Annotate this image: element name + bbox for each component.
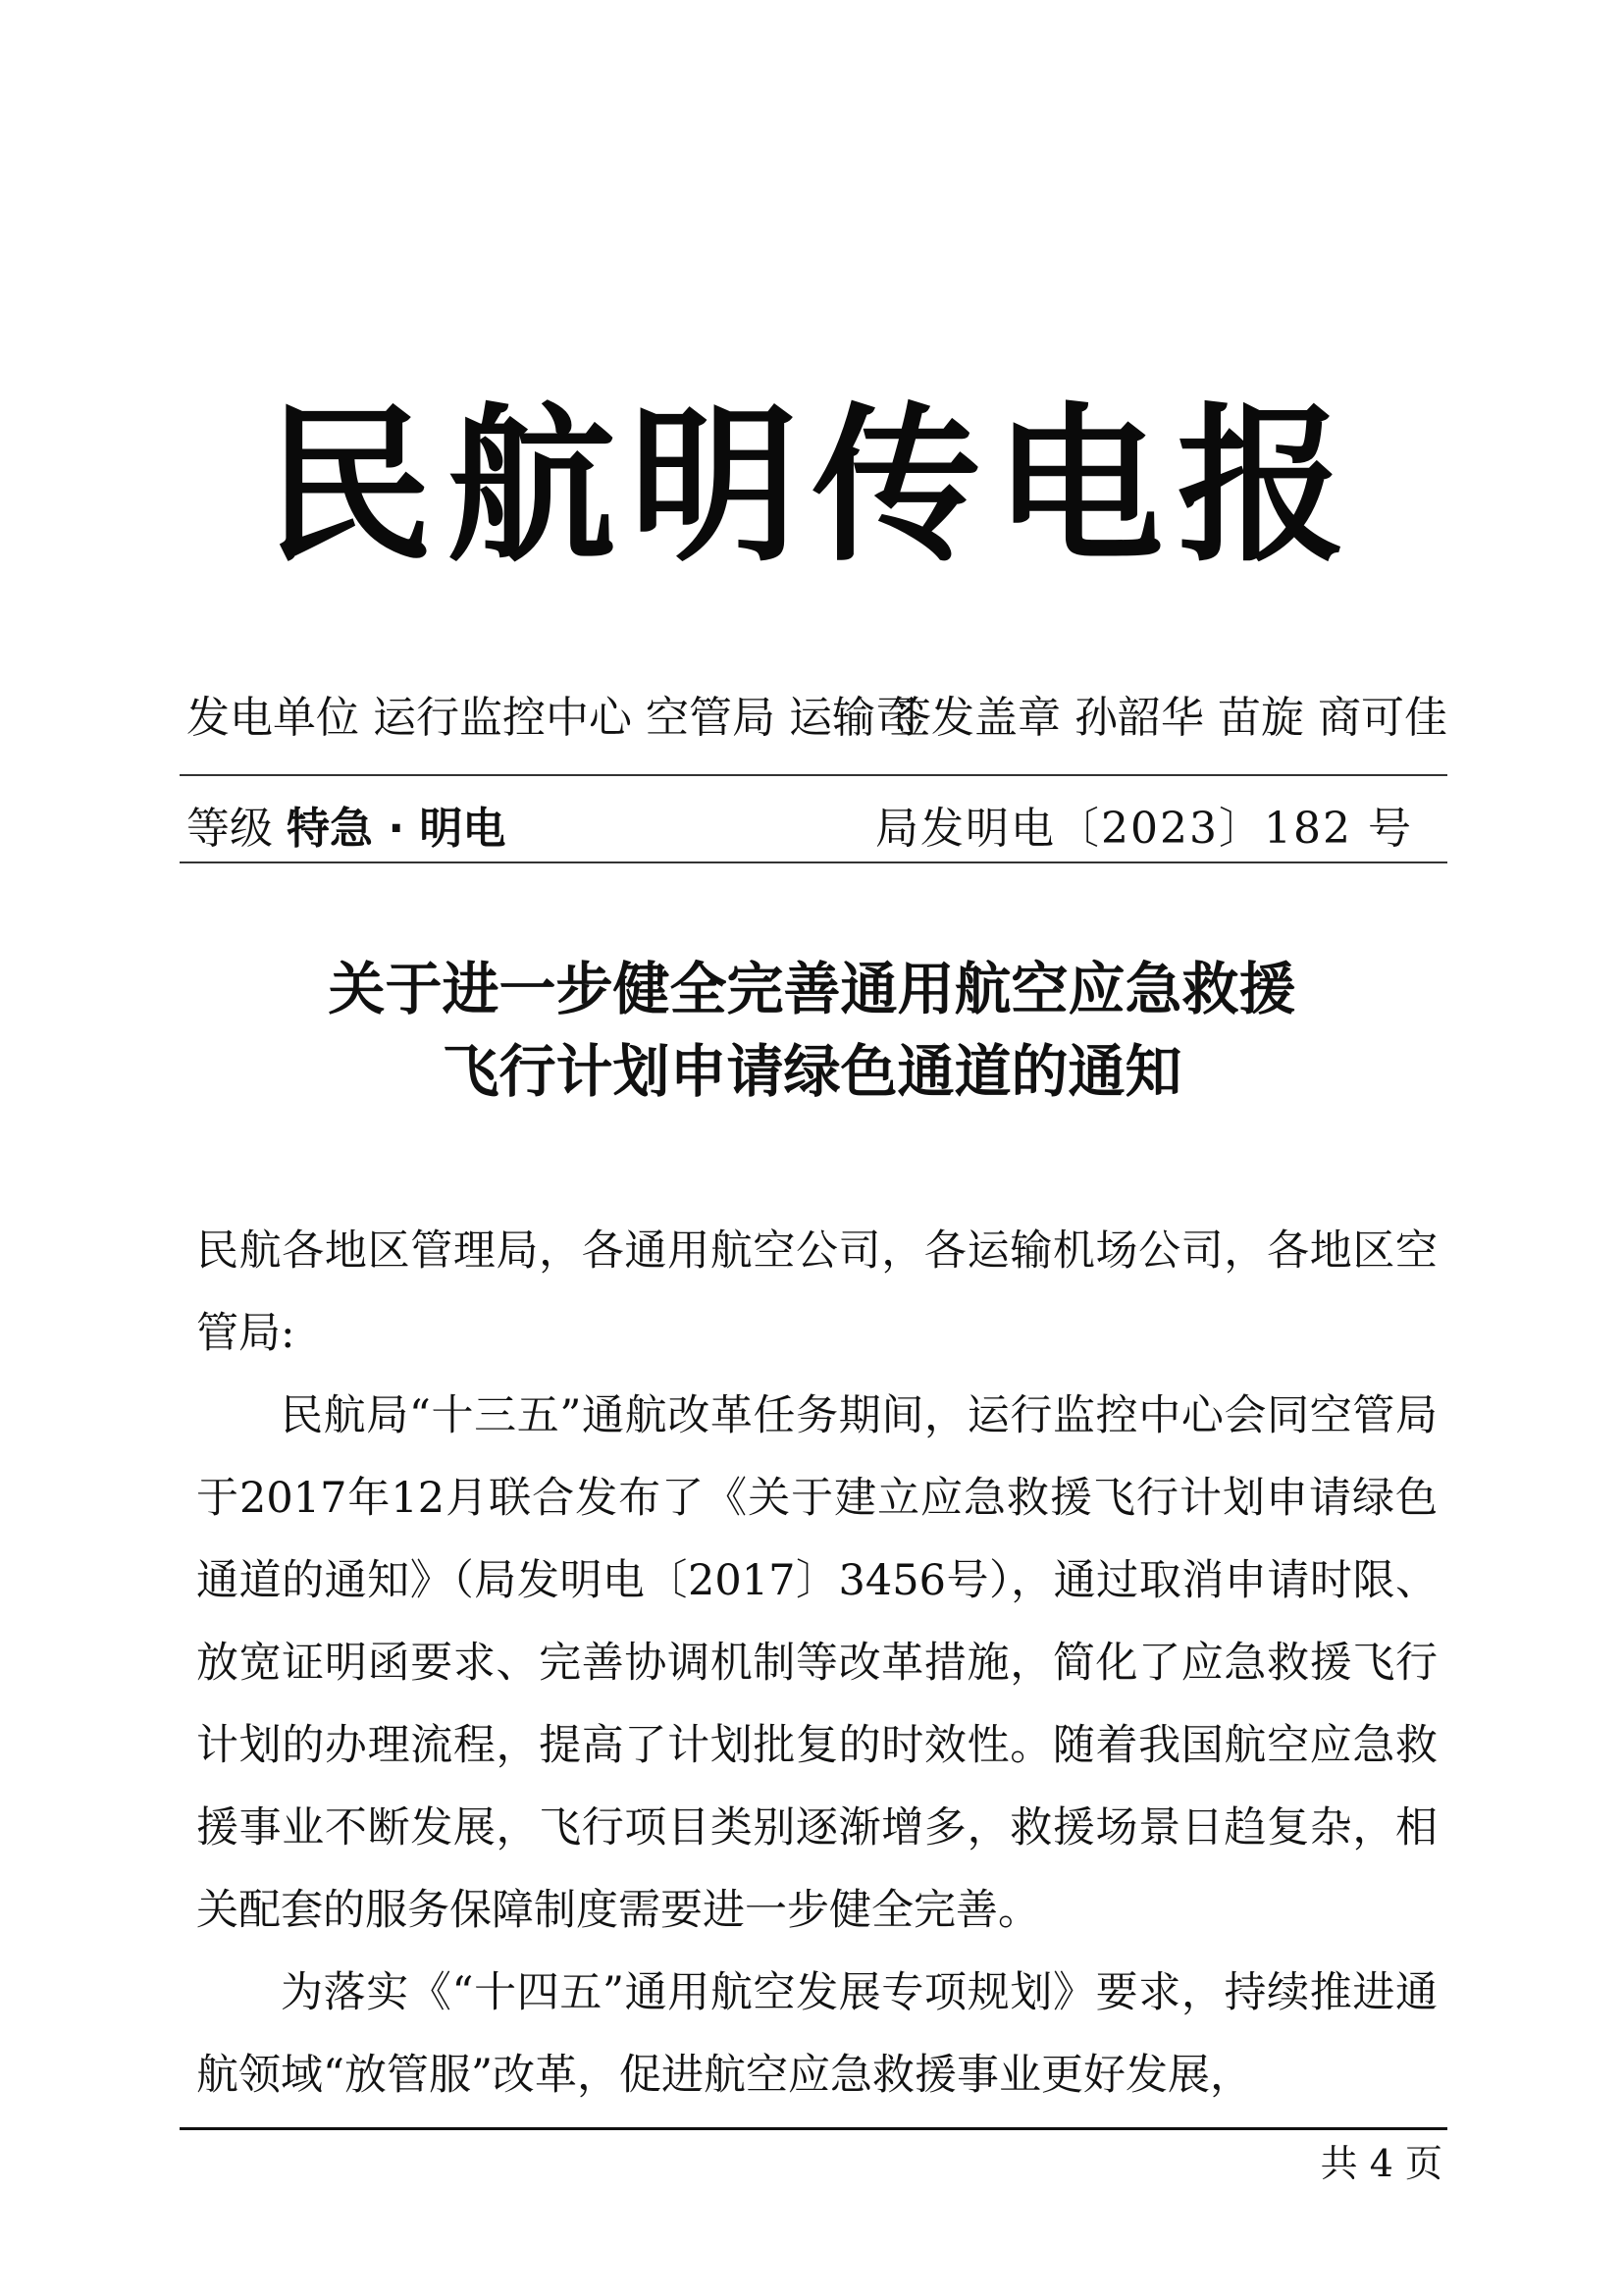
- document-title-line-1: 关于进一步健全完善通用航空应急救援: [328, 956, 1296, 1022]
- signatory-label: 签发盖章: [888, 693, 1062, 743]
- addressee: 民航各地区管理局，各通用航空公司，各运输机场公司，各地区空管局:: [196, 1226, 1438, 1358]
- body-paragraph: 民航局“十三五”通航改革任务期间，运行监控中心会同空管局于2017年12月联合发布了《关于建立应急救援飞行计划申请绿色通道的通知》（局发明电〔2017〕3456号），通过取消申请时限、放宽证明函要求、完善协调机制等改革措施，简化了应急救援飞行计划的办理流程，提高了计划批复的时效性。随着我国航空应急救援事业不断发展，飞行项目类别逐渐增多，救援场景日趋复杂，相关配套的服务保障制度需要进一步健全完善。: [196, 1391, 1438, 1935]
- issuing-units: 运行监控中心 空管局 运输司: [373, 693, 918, 743]
- level-row: [186, 800, 1447, 859]
- issuing-unit-label: 发电单位: [186, 693, 359, 743]
- level-label: 等级: [186, 804, 273, 854]
- page-title: 民航明传电报: [264, 386, 1360, 585]
- body-paragraph: 为落实《“十四五”通用航空发展专项规划》要求，持续推进通航领域“放管服”改革，促进航空应急救援事业更好发展，: [196, 1968, 1438, 2100]
- document-body: [196, 1210, 1438, 2116]
- document-title-line-2: 飞行计划申请绿色通道的通知: [442, 1038, 1182, 1105]
- footer-divider: [180, 2127, 1447, 2130]
- header-divider-top: [180, 774, 1447, 776]
- issuer-row: [186, 689, 1447, 748]
- page-count: 共 4 页: [1320, 2142, 1442, 2185]
- signatories: 孙韶华 苗旋 商可佳: [1074, 693, 1447, 743]
- level-value: 特急 · 明电: [287, 804, 506, 854]
- document-number: 局发明电〔2023〕182 号: [875, 804, 1413, 854]
- header-divider-bottom: [180, 861, 1447, 863]
- signatory-block: [888, 689, 1447, 748]
